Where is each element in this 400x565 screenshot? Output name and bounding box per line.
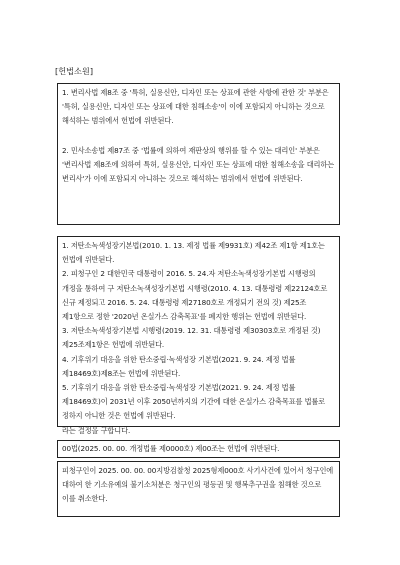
claim-box-statute [57, 440, 340, 458]
claim-closing: 라는 결정을 구합니다. [62, 425, 131, 435]
claim-box-climate-law [57, 236, 340, 435]
claim-box-patent-attorney [57, 83, 340, 225]
claim-prosecution-text: 피청구인이 2025. 00. 00. 00지방검찰청 2025형제000호 사기사건에 있어서 청구인에 대하여 한 기소유예의 불기소처분은 청구인의 평등권 및 행복추구권을 침해한 것으로 이를 취소한다. [62, 466, 334, 504]
claim-paragraph-2: 2. 민사소송법 제87조 중 '법률에 의하여 재판상의 행위를 할 수 있는 대리인' 부분은 '변리사법 제8조에 의하여 특허, 실용신안, 디자인 또는 상표에 대한 침해소송을 대리하는 변리사'가 이에 포함되지 아니하는 것으로 해석하는 범위에서 헌법에 위반된다. [62, 145, 335, 184]
claim-box-prosecution [57, 461, 340, 517]
claim-item-1: 1. 저탄소녹색성장기본법(2010. 1. 13. 제정 법률 제9931호) 제42조 제1항 제1호는 헌법에 위반된다. [62, 241, 325, 265]
claim-statute-text: 00법(2025. 00. 00. 개정법률 제0000호) 제00조는 헌법에 위반된다. [62, 444, 280, 453]
claim-item-4: 4. 기후위기 대응을 위한 탄소중립·녹색성장 기본법(2021. 9. 24. 제정 법률 제18469호)제8조는 헌법에 위반된다. [62, 354, 296, 378]
claim-item-5: 5. 기후위기 대응을 위한 탄소중립·녹색성장 기본법(2021. 9. 24. 제정 법률 제18469호)이 2031년 이후 2050년까지의 기간에 대한 온실가스 감축목표를 법률로 정하지 아니한 것은 헌법에 위반된다. [62, 383, 326, 421]
claim-item-2: 2. 피청구인 2 대한민국 대통령이 2016. 5. 24.자 저탄소녹색성장기본법 시행령의 개정을 통하여 구 저탄소녹색성장기본법 시행령(2010. 4. 13. 대통령령 제22124호로 신규 제정되고 2016. 5. 24. 대통령령 제27180호로 개정되기 전의 것) 제25조 제1항으로 정한 '2020년 온실가스 감축목표'를 폐지한 행위는 헌법에 위반된다. [62, 269, 328, 322]
paragraph-gap [62, 129, 335, 144]
section-heading: [헌법소원] [55, 66, 94, 76]
claim-paragraph-1: 1. 변리사법 제8조 중 '특허, 실용신안, 디자인 또는 상표에 관한 사항에 관한 것' 부분은 '특허, 실용신안, 디자인 또는 상표에 대한 침해소송'이 이에 포함되지 아니하는 것으로 해석하는 범위에서 헌법에 위반된다. [62, 88, 329, 126]
claim-item-3: 3. 저탄소녹색성장기본법 시행령(2019. 12. 31. 대통령령 제30303호로 개정된 것) 제25조제1항은 헌법에 위반된다. [62, 326, 321, 350]
